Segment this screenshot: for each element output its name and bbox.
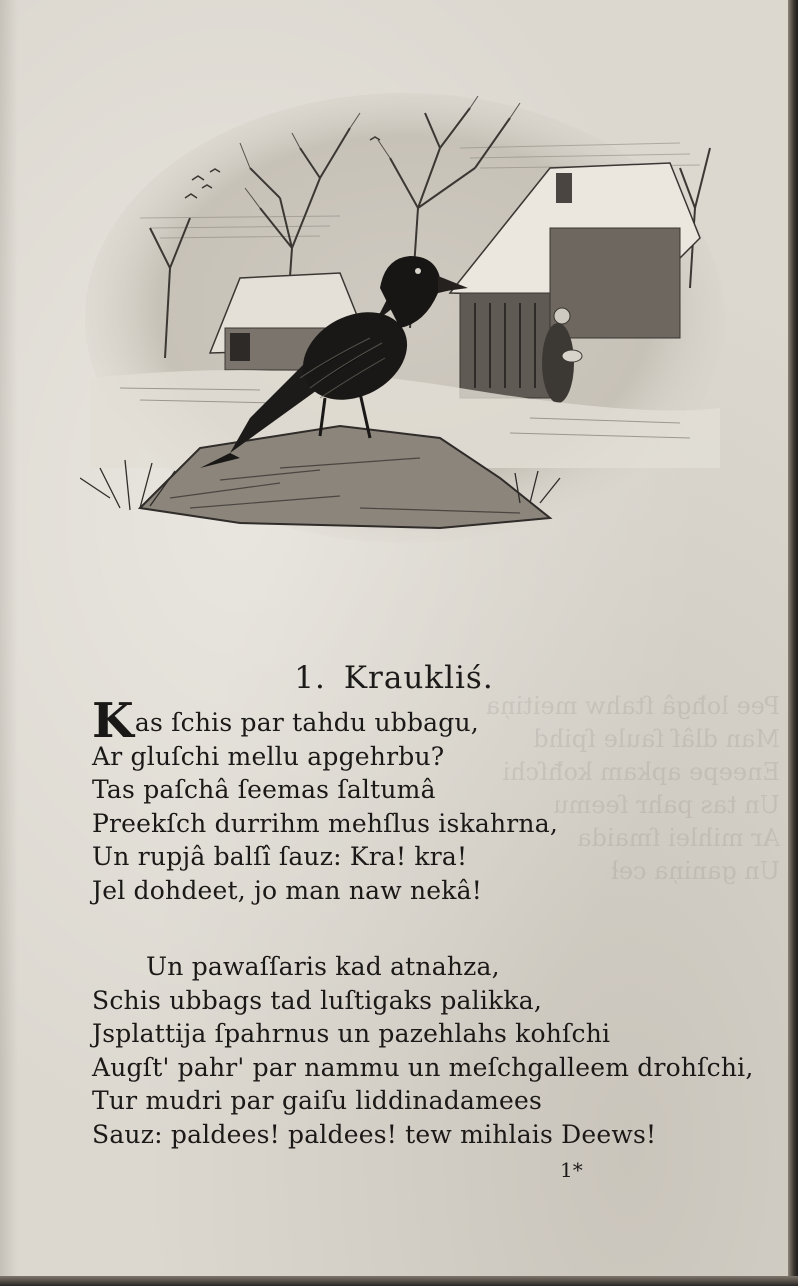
page-edge-bottom bbox=[0, 1276, 798, 1286]
poem-line: Sauz: paldees! paldees! tew mihlais Deews! bbox=[92, 1119, 657, 1149]
poem-line: Preekſch durrihm mehſlus iskahrna, bbox=[92, 808, 558, 838]
poem-line: Jel dohdeet, jo man naw nekâ! bbox=[92, 875, 483, 905]
poem-line: Tur mudri par gaiſu liddinadamees bbox=[92, 1086, 543, 1115]
poem-line: Tas paſchâ ſeemas ſaltumâ bbox=[92, 775, 436, 804]
poem-line: Un pawaſſaris kad atnahza, bbox=[146, 952, 500, 981]
bleed-through-text: Pee loħgâ ſtahw meitiņa Man dlâſ ſaule ſpihd Eneepe apkam koħſchi Un tas pahr ſeemu Ar mihlei ſmaida Un ganiņa ceł bbox=[485, 692, 780, 885]
poem-line: Schis ubbags tad luſtigaks palikka, bbox=[92, 985, 542, 1015]
poem-line: Jsplattija ſpahrnus un pazehlahs kohſchi bbox=[92, 1019, 611, 1048]
raven-illustration bbox=[80, 88, 730, 548]
poem-line: Kas ſchis par tahdu ubbagu, bbox=[92, 693, 479, 749]
signature-mark: 1* bbox=[560, 1158, 583, 1182]
drop-cap: K bbox=[92, 693, 134, 749]
poem-line: Ar gluſchi mellu apgehrbu? bbox=[92, 741, 445, 771]
poem-line: Un rupjâ balſî ſauz: Kra! kra! bbox=[92, 842, 468, 871]
poem-stanza-2 bbox=[92, 950, 753, 1151]
poem-line: Augſt' pahr' par nammu un meſchgalleem drohſchi, bbox=[92, 1052, 754, 1082]
chapter-name: Kraukliś. bbox=[343, 660, 494, 696]
page-edge-right bbox=[788, 0, 798, 1286]
chapter-number: 1. bbox=[294, 660, 326, 696]
poem-stanza-1 bbox=[92, 693, 558, 907]
chapter-title bbox=[0, 660, 788, 696]
